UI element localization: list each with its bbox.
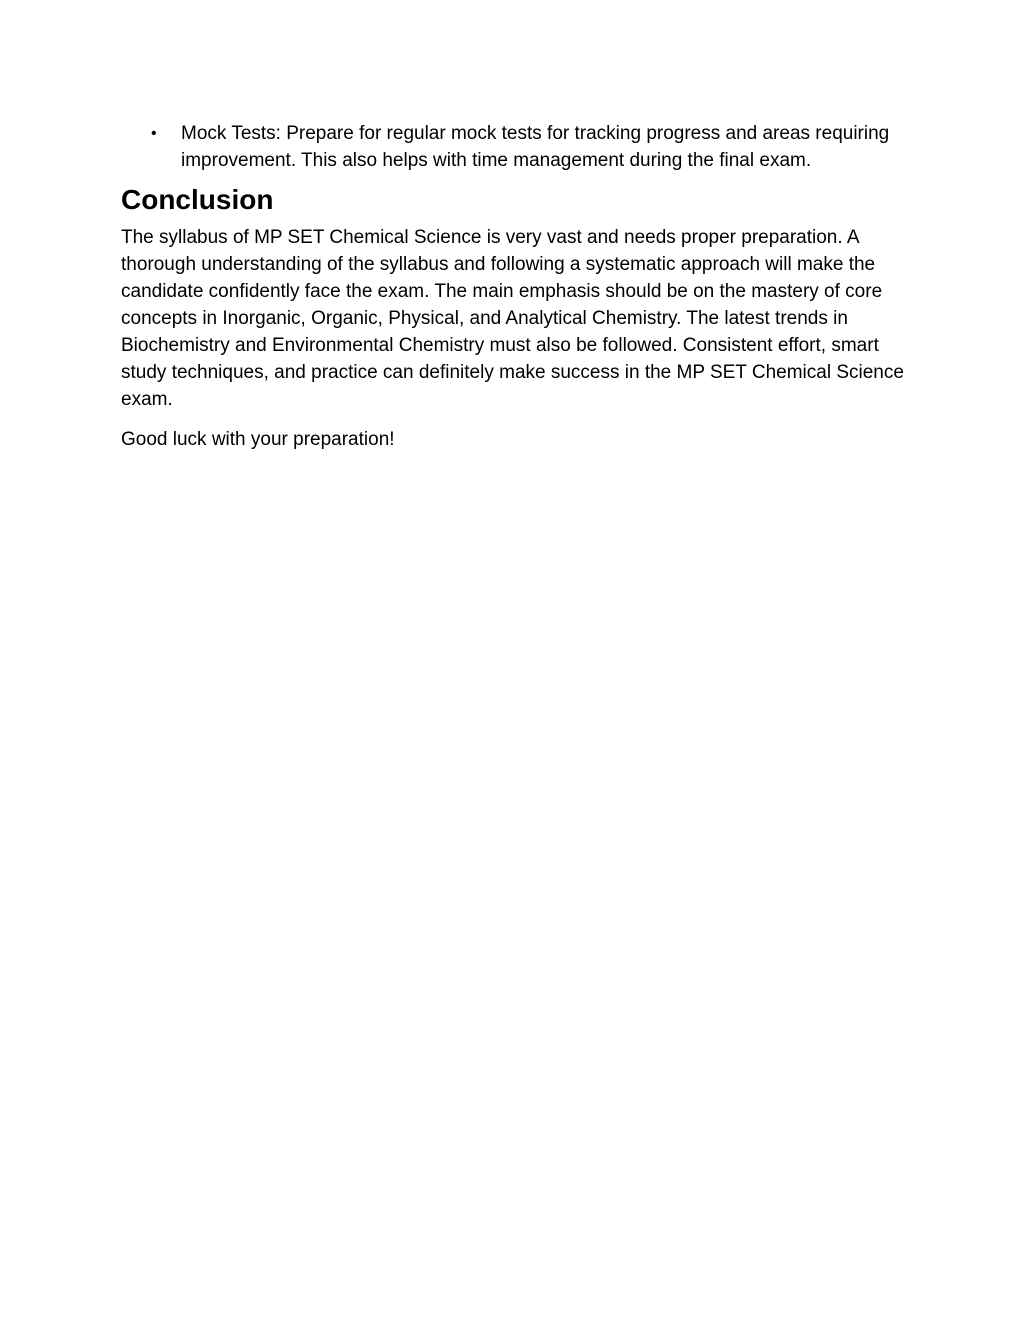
document-page	[121, 120, 911, 453]
conclusion-paragraph: The syllabus of MP SET Chemical Science is very vast and needs proper preparation. A thorough understanding of the syllabus and following a systematic approach will make the candidate confidently face the exam. The main emphasis should be on the mastery of core concepts in Inorganic, Organic, Physical, and Analytical Chemistry. The latest trends in Biochemistry and Environmental Chemistry must also be followed. Consistent effort, smart study techniques, and practice can definitely make success in the MP SET Chemical Science exam.	[121, 227, 904, 410]
bullet-icon: •	[151, 125, 157, 142]
section-heading: Conclusion	[121, 184, 274, 215]
bullet-list	[121, 120, 911, 174]
list-item-text: Mock Tests: Prepare for regular mock tests for tracking progress and areas requiring improvement. This also helps with time management during the final exam.	[181, 123, 890, 171]
closing-paragraph: Good luck with your preparation!	[121, 429, 395, 450]
list-item	[121, 120, 911, 174]
